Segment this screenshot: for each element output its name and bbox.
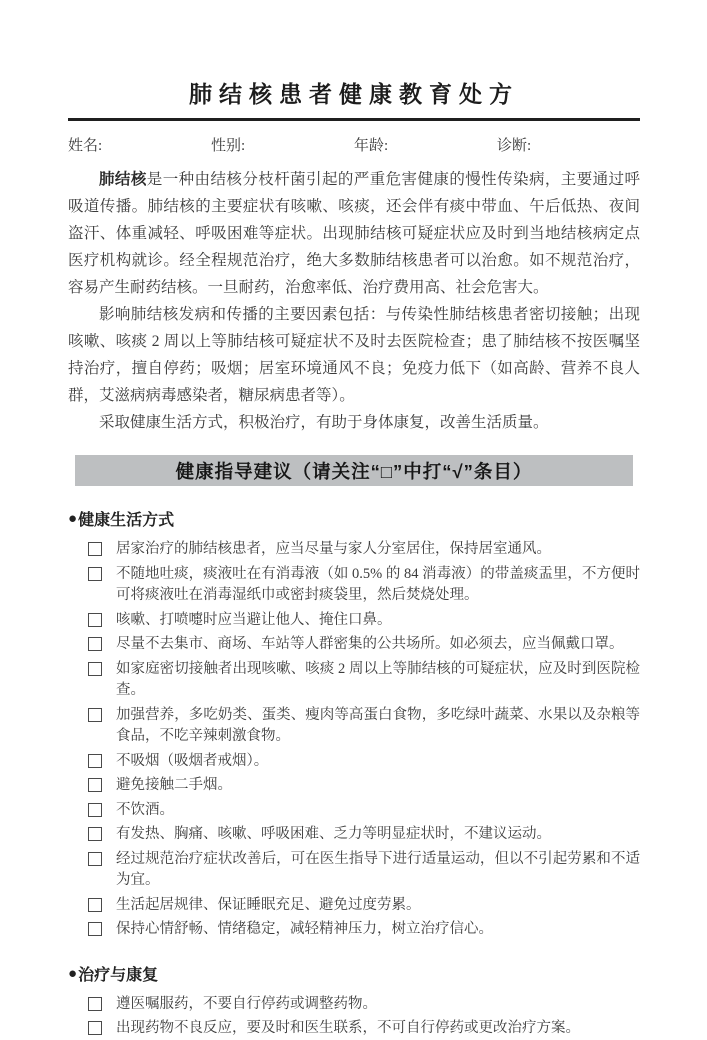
checkbox[interactable] [88,997,102,1011]
checkbox[interactable] [88,1021,102,1035]
checkbox[interactable] [88,542,102,556]
checkbox[interactable] [88,803,102,817]
checklist-item [88,775,640,797]
item-text: 不饮酒。 [116,801,174,818]
item-text: 不吸烟（吸烟者戒烟）。 [116,752,269,769]
checkbox[interactable] [88,898,102,912]
item-text: 保持心情舒畅、情绪稳定，减轻精神压力，树立治疗信心。 [116,921,493,937]
intro-paragraph-1-text: 是一种由结核分枝杆菌引起的严重危害健康的慢性传染病，主要通过呼吸道传播。肺结核的主要症状有咳嗽、咳痰，还会伴有痰中带血、午后低热、夜间盗汗、体重减轻、呼吸困难等症状。出现肺结核可疑症状应及时到当地结核病定点医疗机构就诊。经全程规范治疗，绝大多数肺结核患者可以治愈。如不规范治疗，容易产生耐药结核。一旦耐药，治愈率低、治疗费用高、社会危害大。 [68,171,640,296]
item-text: 生活起居规律、保证睡眠充足、避免过度劳累。 [116,896,421,913]
checklist-item [88,1018,640,1040]
healthy-lifestyle-checklist [68,539,640,941]
checkbox[interactable] [88,662,102,676]
treatment-recovery-checklist [68,994,640,1040]
checkbox[interactable] [88,827,102,841]
checklist-item [88,824,640,846]
checklist-item [88,564,640,607]
section-heading-label: 健康生活方式 [78,512,175,529]
checklist-item [88,751,640,773]
checklist-item [88,849,640,892]
checklist-item [88,919,640,941]
checkbox[interactable] [88,567,102,581]
section-heading-treatment-recovery [68,962,640,985]
checklist-item [88,659,640,702]
guidance-banner: 健康指导建议（请关注“□”中打“√”条目） [75,455,633,486]
bullet-icon: ● [68,510,78,527]
checkbox[interactable] [88,754,102,768]
age-field-label: 年龄: [354,138,389,154]
checkbox[interactable] [88,708,102,722]
checklist-item [88,634,640,656]
item-text: 有发热、胸痛、咳嗽、呼吸困难、乏力等明显症状时，不建议运动。 [116,826,551,842]
section-heading-label: 治疗与康复 [78,966,159,984]
section-heading-healthy-lifestyle [68,507,640,530]
checklist-item [88,705,640,748]
intro-text [68,166,640,436]
item-text: 经过规范治疗症状改善后，可在医生指导下进行适量运动，但以不引起劳累和不适为宜。 [116,850,640,888]
checkbox[interactable] [88,613,102,627]
checkbox[interactable] [88,922,102,936]
item-text: 遵医嘱服药，不要自行停药或调整药物。 [116,995,377,1012]
item-text: 避免接触二手烟。 [116,777,232,793]
title-divider [68,118,640,121]
item-text: 如家庭密切接触者出现咳嗽、咳痰 2 周以上等肺结核的可疑症状，应及时到医院检查。 [116,660,640,698]
checklist-item [88,895,640,917]
diagnosis-field-label: 诊断: [497,138,532,154]
item-text: 居家治疗的肺结核患者，应当尽量与家人分室居住，保持居室通风。 [116,541,551,557]
checklist-item [88,610,640,632]
intro-lead-term: 肺结核 [99,171,147,188]
checkbox[interactable] [88,778,102,792]
checklist-item [88,994,640,1016]
name-field-label: 姓名: [68,138,103,154]
item-text: 加强营养，多吃奶类、蛋类、瘦肉等高蛋白食物，多吃绿叶蔬菜、水果以及杂粮等食品，不吃辛辣刺激食物。 [116,706,640,744]
item-text: 不随地吐痰，痰液吐在有消毒液（如 0.5% 的 84 消毒液）的带盖痰盂里，不方便时可将痰液吐在消毒湿纸巾或密封痰袋里，然后焚烧处理。 [116,565,640,603]
page-title: 肺结核患者健康教育处方 [189,81,519,107]
prescription-form [68,0,640,1036]
intro-paragraph-1 [68,166,640,301]
checklist-item [88,800,640,822]
bullet-icon: ● [68,964,78,982]
intro-paragraph-3: 采取健康生活方式，积极治疗，有助于身体康复，改善生活质量。 [99,414,549,431]
checkbox[interactable] [88,852,102,866]
intro-paragraph-2: 影响肺结核发病和传播的主要因素包括：与传染性肺结核患者密切接触；出现咳嗽、咳痰 2 周以上等肺结核可疑症状不及时去医院检查；患了肺结核不按医嘱坚持治疗，擅自停药；吸烟；居室环境通风不良；免疫力低下（如高龄、营养不良人群，艾滋病病毒感染者，糖尿病患者等）。 [68,306,640,404]
patient-info-row [68,134,640,155]
item-text: 尽量不去集市、商场、车站等人群密集的公共场所。如必须去，应当佩戴口罩。 [116,636,624,652]
item-text: 咳嗽、打喷嚏时应当避让他人、掩住口鼻。 [116,611,392,628]
gender-field-label: 性别: [211,138,246,154]
checklist-item [88,539,640,561]
checkbox[interactable] [88,637,102,651]
item-text: 出现药物不良反应，要及时和医生联系，不可自行停药或更改治疗方案。 [116,1020,580,1036]
